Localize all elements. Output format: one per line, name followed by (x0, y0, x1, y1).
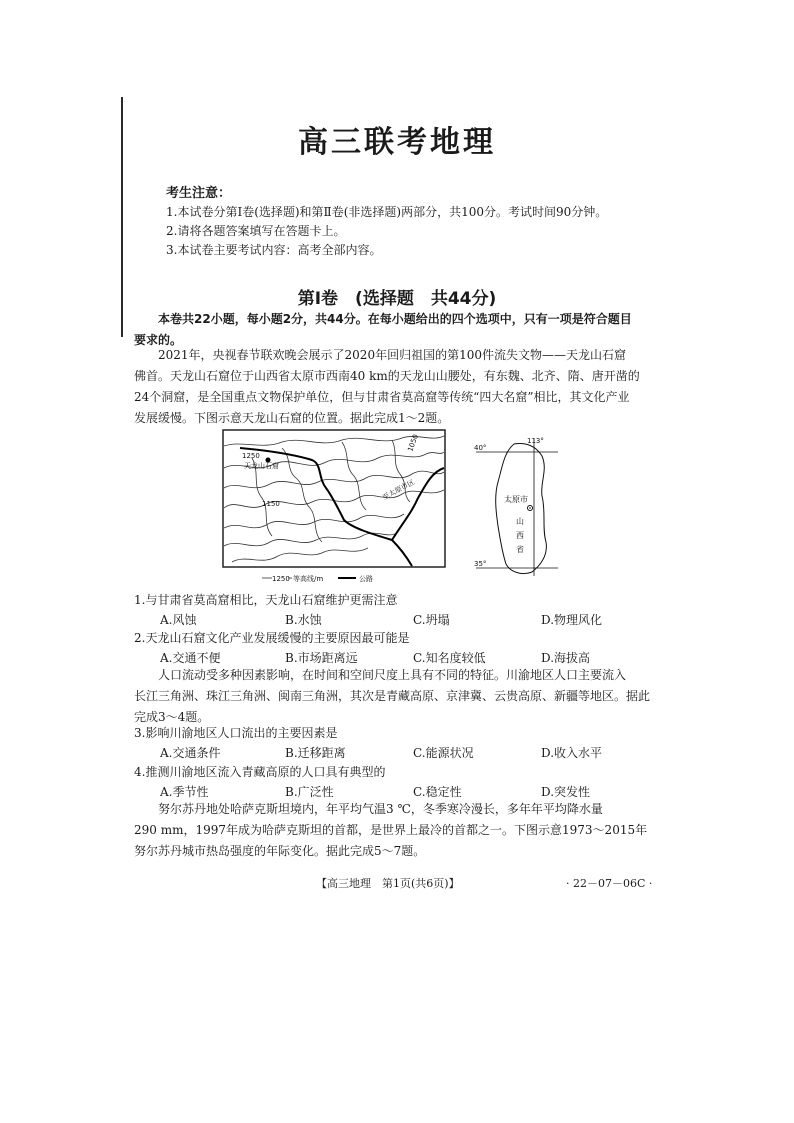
notice-item: 3.本试卷主要考试内容：高考全部内容。 (166, 243, 382, 257)
option-a: A.交通不便 (160, 651, 221, 665)
passage-line: 发展缓慢。下图示意天龙山石窟的位置。据此完成1～2题。 (134, 411, 450, 425)
section-title: 第Ⅰ卷 (选择题 共44分) (297, 289, 497, 309)
option-d: D.突发性 (541, 785, 591, 799)
question-stem: 2.天龙山石窟文化产业发展缓慢的主要原因最可能是 (134, 631, 410, 645)
question-stem: 3.影响川渝地区人口流出的主要因素是 (134, 726, 338, 740)
option-c: C.坍塌 (413, 613, 450, 627)
city-marker-dot (529, 507, 531, 509)
option-a: A.交通条件 (160, 746, 221, 760)
province-label-char: 西 (516, 531, 524, 540)
inset-location-map (470, 430, 570, 580)
passage-line: 290 mm，1997年成为哈萨克斯坦的首都，是世界上最冷的首都之一。下图示意1973～2015年 (134, 823, 648, 837)
passage-line: 2021年，央视春节联欢晚会展示了2020年回归祖国的第100件流失文物——天龙山石窟 (158, 348, 626, 362)
passage-line: 长江三角洲、珠江三角洲、闽南三角洲，其次是青藏高原、京津冀、云贵高原、新疆等地区。据此 (134, 689, 651, 703)
option-a: A.风蚀 (160, 613, 197, 627)
passage-population (134, 665, 664, 728)
contour-label: 1050 (406, 433, 420, 453)
option-d: D.收入水平 (541, 746, 603, 760)
option-d: D.海拔高 (541, 651, 591, 665)
option-b: B.市场距离远 (285, 651, 358, 665)
province-label-char: 山 (516, 517, 524, 526)
option-d: D.物理风化 (541, 613, 603, 627)
map-legend (262, 574, 373, 583)
city-label: 太原市 (504, 495, 528, 504)
option-c: C.稳定性 (413, 785, 462, 799)
option-c: C.能源状况 (413, 746, 474, 760)
passage-line: 24个洞窟，是全国重点文物保护单位，但与甘肃省莫高窟等传统“四大名窟”相比，其文化产业 (134, 390, 630, 404)
question-options (160, 743, 720, 763)
passage-nursultan (134, 799, 664, 862)
province-label-char: 省 (516, 545, 524, 554)
legend-contour-label: 等高线/m (293, 575, 324, 583)
legend-road-label: 公路 (359, 575, 373, 583)
option-b: B.迁移距离 (285, 746, 346, 760)
exam-code: · 22－07－06C · (566, 877, 653, 890)
notice-item: 1.本试卷分第Ⅰ卷(选择题)和第Ⅱ卷(非选择题)两部分，共100分。考试时间90分钟。 (166, 205, 608, 219)
question-options (160, 610, 720, 630)
option-b: B.广泛性 (285, 785, 334, 799)
notice-item: 2.请将各题答案填写在答题卡上。 (166, 224, 346, 238)
exam-notice (166, 184, 607, 260)
passage-line: 努尔苏丹城市热岛强度的年际变化。据此完成5～7题。 (134, 844, 426, 858)
road-label: 至太原市区 (381, 478, 416, 502)
site-label: 天龙山石窟 (244, 462, 279, 470)
question-stem: 1.与甘肃省莫高窟相比，天龙山石窟维护更需注意 (134, 593, 398, 607)
instructions-line: 要求的。 (134, 333, 183, 347)
page-title: 高三联考地理 (298, 125, 496, 160)
passage-line: 佛首。天龙山石窟位于山西省太原市西南40 km的天龙山山腰处，有东魏、北齐、隋、唐开凿的 (134, 369, 640, 383)
notice-heading: 考生注意： (166, 186, 232, 201)
option-b: B.水蚀 (285, 613, 322, 627)
option-a: A.季节性 (160, 785, 209, 799)
question-stem: 4.推测川渝地区流入青藏高原的人口具有典型的 (134, 765, 386, 779)
passage-tianlongshan (134, 345, 664, 429)
longitude-label: 113° (527, 437, 544, 445)
passage-line: 完成3～4题。 (134, 710, 210, 724)
latitude-label: 35° (474, 560, 487, 568)
passage-line: 努尔苏丹地处哈萨克斯坦境内，年平均气温3 ℃，冬季寒冷漫长，多年年平均降水量 (158, 802, 603, 816)
latitude-label: 40° (474, 444, 487, 452)
legend-contour-value: 1250 (272, 575, 290, 583)
topographic-map (222, 428, 448, 588)
option-c: C.知名度较低 (413, 651, 486, 665)
contour-label: 1250 (242, 452, 260, 460)
passage-line: 人口流动受多种因素影响，在时间和空间尺度上具有不同的特征。川渝地区人口主要流入 (158, 668, 627, 682)
contour-label: 1150 (262, 500, 280, 508)
instructions-line: 本卷共22小题，每小题2分，共44分。在每小题给出的四个选项中，只有一项是符合题目 (158, 312, 632, 326)
page-footer: 【高三地理 第1页(共6页)】 (316, 877, 460, 890)
province-outline (496, 444, 547, 574)
